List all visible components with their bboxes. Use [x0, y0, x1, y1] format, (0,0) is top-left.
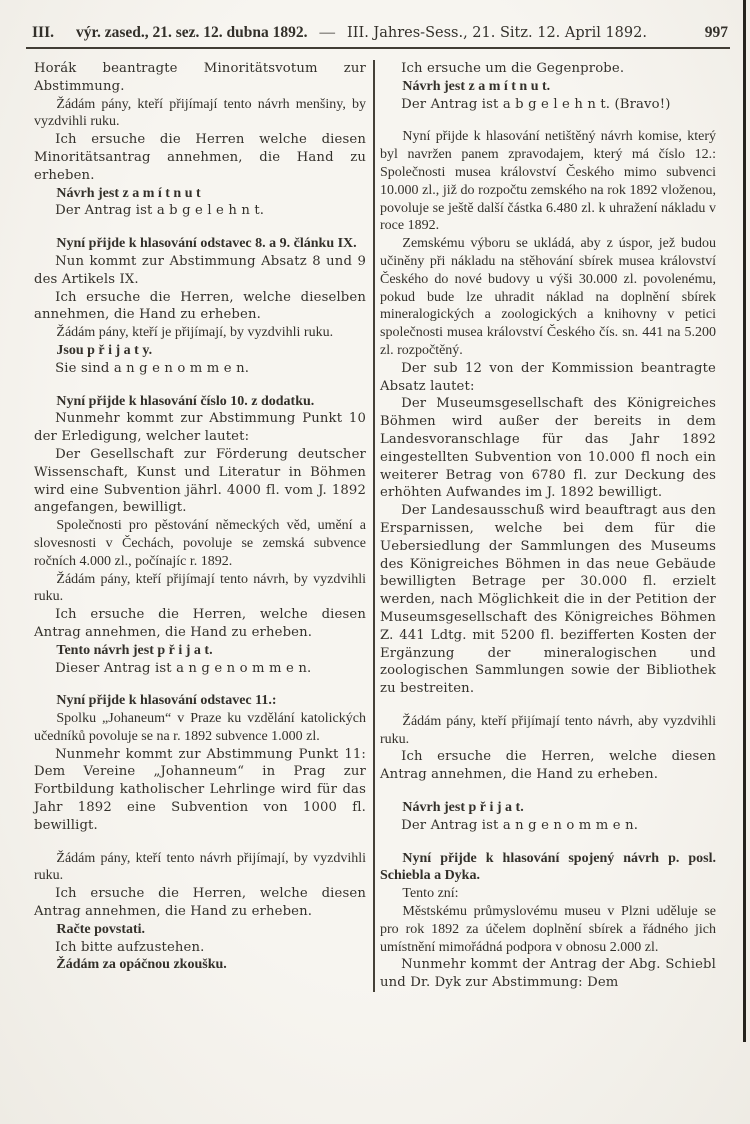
paragraph: Návrh jest p ř i j a t. [402, 800, 524, 816]
paragraph: Žádám pány, kteří je přijímají, by vyzdvihli ruku. [56, 325, 334, 341]
paragraph: Spolku „Johaneum“ v Praze ku vzdělání katolických učedníků povoluje se na r. 1892 subvence 1.000 zl. [34, 711, 366, 744]
paragraph: Ich ersuche die Herren, welche dieselben annehmen, die Hand zu erheben. [34, 289, 366, 323]
paragraph: Nunmehr kommt zur Abstimmung Punkt 10 der Erledigung, welcher lautet: [34, 411, 366, 445]
paragraph: Dieser Antrag ist a n g e n o m m e n. [55, 660, 312, 676]
paragraph: Nun kommt zur Abstimmung Absatz 8 und 9 des Artikels IX. [34, 253, 366, 287]
paragraph: Horák beantragte Minoritätsvotum zur Abstimmung. [34, 61, 366, 94]
paragraph: Nyní přijde k hlasování odstavec 11.: [56, 693, 277, 709]
paragraph: Žádám pány, kteří tento návrh přijímají, by vyzdvihli ruku. [34, 850, 366, 884]
paragraph: Sie sind a n g e n o m m e n. [55, 360, 250, 376]
column-divider-line [373, 60, 375, 992]
page-number: 997 [704, 24, 728, 41]
paragraph: Ich bitte aufzustehen. [55, 939, 205, 955]
header-german-session-info: III. Jahres-Sess., 21. Sitz. 12. April 1892. [347, 25, 647, 41]
paragraph: Nyní přijde k hlasování spojený návrh p. posl. Schiebla a Dyka. [380, 850, 716, 884]
header-rule [26, 47, 730, 49]
paragraph: Žádám pány, kteří přijímají tento návrh menšiny, by vyzdvihli ruku. [34, 96, 366, 130]
paragraph: Tento zní: [402, 886, 459, 902]
paragraph: Der Gesellschaft zur Förderung deutscher Wissenschaft, Kunst und Literatur in Böhmen wird eine Subvention jährl. 4000 fl. vom J. 1892 angefangen, bewilligt. [34, 446, 366, 516]
paragraph: Der Landesausschuß wird beauftragt aus den Ersparnissen, welche bei dem für die Uebersiedlung der Sammlungen des Museums des Königreiches Böhmen in das neue Gebäude bewilligten Betrage per 30.000 fl. erzielt werden, nach Möglichkeit die in der Petition der Museumsgesellschaft des Königreiches Böhmen Z. 441 Ldtg. mit 5200 fl. bezifferten Kosten der Ergänzung der mineralogischen und zoologischen Sammlungen sowie der Bibliothek zu bestreiten. [380, 503, 716, 697]
left-column [34, 60, 366, 992]
paragraph: Zemskému výboru se ukládá, aby z úspor, jež budou učiněny při nákladu na stěhování sbírek musea království Českého do nové budovy u výši 30.000 zl. povolenému, pokud bude lze uhradit náklad na doplnění sbírek mineralogických a zoologických a knihovny v petici společnosti musea království Českého čís. sn. 441 na 5.200 zl. rozpočtěný. [380, 236, 716, 358]
scan-edge-artifact-line [743, 0, 746, 1042]
session-roman-numeral: III. [32, 24, 54, 41]
paragraph: Ich ersuche die Herren, welche diesen Antrag annehmen, die Hand zu erheben. [34, 607, 366, 640]
paragraph: Der Antrag ist a b g e l e h n t. [55, 203, 265, 219]
right-column [380, 60, 716, 992]
paragraph: Der Antrag ist a n g e n o m m e n. [401, 817, 639, 833]
paragraph: Žádám pány, kteří přijímají tento návrh, by vyzdvihli ruku. [34, 571, 366, 605]
paragraph: Jsou p ř i j a t y. [56, 342, 153, 358]
two-column-text-body [34, 60, 730, 992]
header-czech-session-info: výr. zased., 21. sez. 12. dubna 1892. [75, 24, 308, 41]
paragraph: Společnosti pro pěstování německých věd, umění a slovesnosti v Čechách, povoluje se zemská subvence ročních 4.000 zl., počínajíc r. 1892. [34, 518, 366, 569]
paragraph: Žádám za opáčnou zkoušku. [56, 957, 227, 973]
paragraph: Der sub 12 von der Kommission beantragte Absatz lautet: [380, 360, 716, 394]
paragraph: Nyní přijde k hlasování číslo 10. z dodatku. [56, 393, 315, 409]
paragraph: Nyní přijde k hlasování netištěný návrh komise, který byl navržen panem zpravodajem, který má číslo 12.: Společnosti musea království Českého mimo subvenci 10.000 zl., již do rozpočtu zemského na rok 1892 vloženou, povoluje se ještě další částka 6.480 zl. k uhražení nákladu v roce 1892. [380, 129, 716, 234]
paragraph: Nyní přijde k hlasování odstavec 8. a 9. článku IX. [56, 236, 357, 252]
paragraph: Ich ersuche die Herren, welche diesen Antrag annehmen, die Hand zu erheben. [380, 749, 716, 783]
page-header [0, 0, 750, 42]
paragraph: Der Museumsgesellschaft des Königreiches Böhmen wird außer der bereits in dem Landesvoranschlage für das Jahr 1892 eingestellten Subvention von 10.000 fl noch ein weiterer Betrag von 6780 fl. zur Deckung des erhöhten Aufwandes im J. 1892 bewilligt. [380, 396, 716, 501]
paragraph: Nunmehr kommt zur Abstimmung Punkt 11: Dem Vereine „Johanneum“ in Prag zur Fortbildung katholischer Lehrlinge wird für das Jahr 1892 eine Subvention von 1000 fl. bewilligt. [34, 746, 366, 833]
paragraph: Nunmehr kommt der Antrag der Abg. Schiebl und Dr. Dyk zur Abstimmung: Dem [380, 957, 716, 991]
paragraph: Návrh jest z a m í t n u t. [402, 78, 551, 94]
paragraph: Račte povstati. [56, 921, 146, 937]
paragraph: Ich ersuche die Herren, welche diesen Antrag annehmen, die Hand zu erheben. [34, 886, 366, 920]
header-dash: — [319, 24, 336, 41]
paragraph: Ich ersuche um die Gegenprobe. [401, 61, 625, 76]
paragraph: Městskému průmyslovému museu v Plzni uděluje se pro rok 1892 za účelem doplnění sbírek a řádného jich umístnění mimořádná podpora v obnosu 2.000 zl. [380, 904, 716, 955]
paragraph: Žádám pány, kteří přijímají tento návrh, aby vyzdvihli ruku. [380, 713, 716, 747]
paragraph: Tento návrh jest p ř i j a t. [56, 642, 213, 658]
paragraph: Ich ersuche die Herren welche diesen Minoritätsantrag annehmen, die Hand zu erheben. [34, 132, 366, 183]
paragraph: Der Antrag ist a b g e l e h n t. (Bravo!) [401, 96, 671, 112]
paragraph: Návrh jest z a m í t n u t [56, 185, 201, 201]
